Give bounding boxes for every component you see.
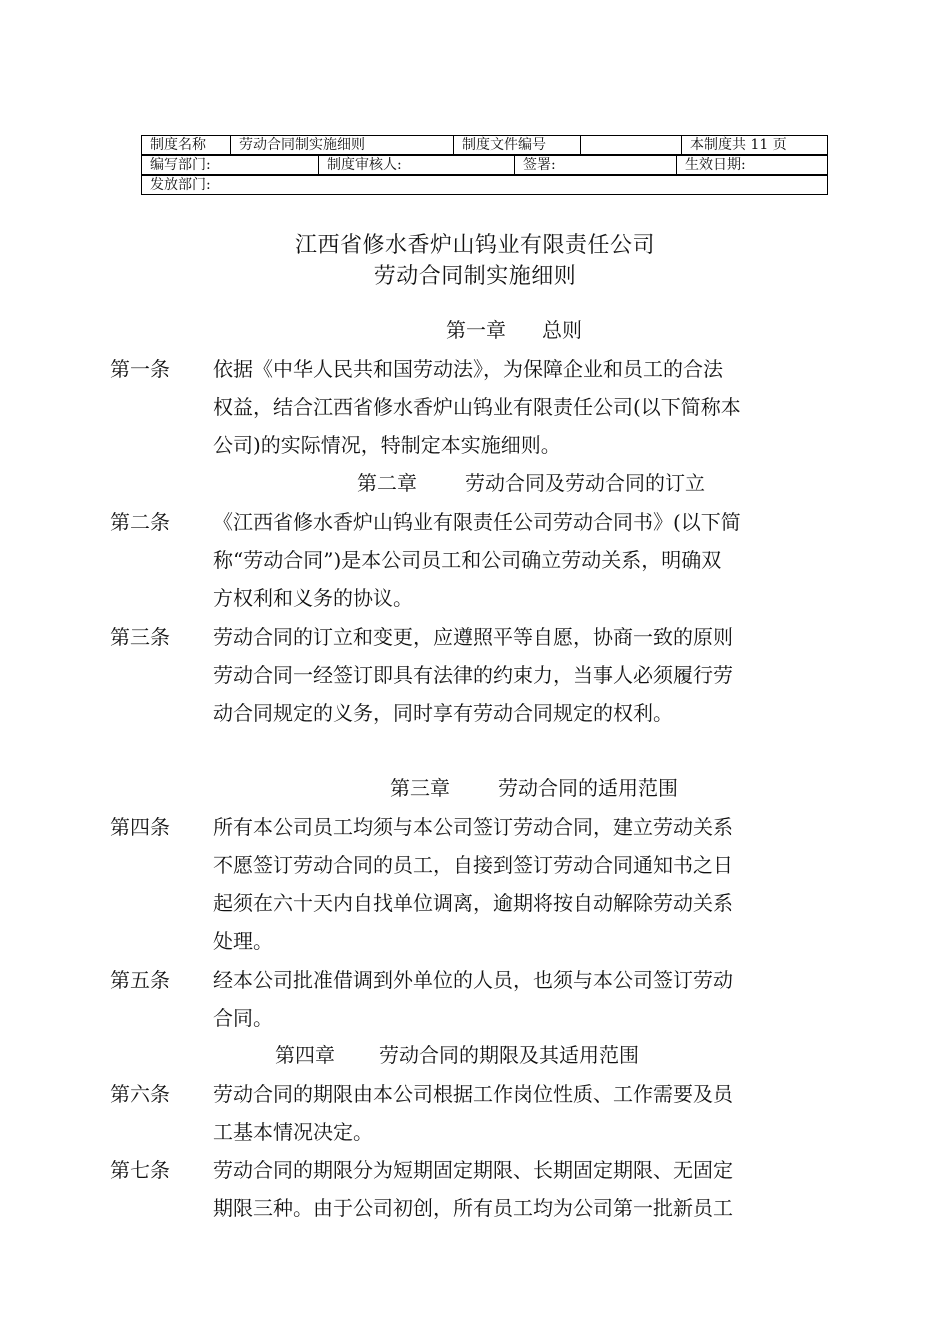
article-3-line-1: 劳动合同的订立和变更，应遵照平等自愿，协商一致的原则 [213,625,733,649]
article-4-line-3: 起须在六十天内自找单位调离，逾期将按自动解除劳动关系 [213,891,733,915]
chapter-1-heading [446,314,582,343]
document-header-table-row2 [141,155,828,175]
header-row-3 [142,176,828,195]
article-3-line-3: 动合同规定的义务，同时享有劳动合同规定的权利。 [213,701,673,725]
article-1-line-2: 权益，结合江西省修水香炉山钨业有限责任公司(以下简称本 [213,395,741,419]
article-2-line-3: 方权利和义务的协议。 [213,586,413,610]
article-1-line-1: 依据《中华人民共和国劳动法》，为保障企业和员工的合法 [213,357,723,381]
document-header-table [141,135,828,155]
article-5-line-2: 合同。 [213,1006,273,1030]
chapter-1-number: 第一章 [446,318,506,342]
article-6-line-1: 劳动合同的期限由本公司根据工作岗位性质、工作需要及员 [213,1082,733,1106]
article-2-line-1: 《江西省修水香炉山钨业有限责任公司劳动合同书》(以下简 [213,510,741,534]
article-2-number: 第二条 [110,510,170,534]
article-4-number: 第四条 [110,815,170,839]
article-3-number: 第三条 [110,625,170,649]
chapter-2-number: 第二章 [357,471,417,495]
header-row-2 [142,156,828,175]
document-title-subject: 劳动合同制实施细则 [373,264,577,289]
document-header-table-row3 [141,175,828,195]
file-number-label: 制度文件编号 [454,136,581,155]
chapter-4-number: 第四章 [275,1043,335,1067]
file-number-value [581,136,682,155]
chapter-2-name: 劳动合同及劳动合同的订立 [465,471,705,495]
chapter-4-name: 劳动合同的期限及其适用范围 [379,1043,639,1067]
article-4-line-4: 处理。 [213,929,273,953]
article-7-line-2: 期限三种。由于公司初创，所有员工均为公司第一批新员工 [213,1196,733,1220]
article-6-number: 第六条 [110,1082,170,1106]
author-dept-label: 编写部门: [142,156,319,175]
chapter-3-name: 劳动合同的适用范围 [498,776,678,800]
header-row-1 [142,136,828,155]
chapter-1-name: 总则 [542,318,582,342]
document-title-company: 江西省修水香炉山钨业有限责任公司 [294,233,655,258]
article-4-line-2: 不愿签订劳动合同的员工，自接到签订劳动合同通知书之日 [213,853,733,877]
article-1-line-3: 公司)的实际情况，特制定本实施细则。 [213,433,561,457]
page-count: 本制度共 11 页 [682,136,828,155]
article-2-line-2: 称“劳动合同”)是本公司员工和公司确立劳动关系，明确双 [213,548,722,572]
article-1-number: 第一条 [110,357,170,381]
article-5-line-1: 经本公司批准借调到外单位的人员，也须与本公司签订劳动 [213,968,733,992]
issue-dept-label: 发放部门: [142,176,828,195]
article-4-line-1: 所有本公司员工均须与本公司签订劳动合同，建立劳动关系 [213,815,733,839]
article-7-line-1: 劳动合同的期限分为短期固定期限、长期固定期限、无固定 [213,1158,733,1182]
effective-date-label: 生效日期: [677,156,828,175]
chapter-3-number: 第三章 [390,776,450,800]
chapter-4-heading [275,1039,639,1068]
article-5-number: 第五条 [110,968,170,992]
article-7-number: 第七条 [110,1158,170,1182]
policy-name-label: 制度名称 [142,136,231,155]
chapter-2-heading [357,467,705,496]
signature-label: 签署: [515,156,677,175]
article-3-line-2: 劳动合同一经签订即具有法律的约束力，当事人必须履行劳 [213,663,733,687]
chapter-3-heading [390,772,678,801]
article-6-line-2: 工基本情况决定。 [213,1120,373,1144]
policy-name-value: 劳动合同制实施细则 [231,136,454,155]
reviewer-label: 制度审核人: [319,156,515,175]
